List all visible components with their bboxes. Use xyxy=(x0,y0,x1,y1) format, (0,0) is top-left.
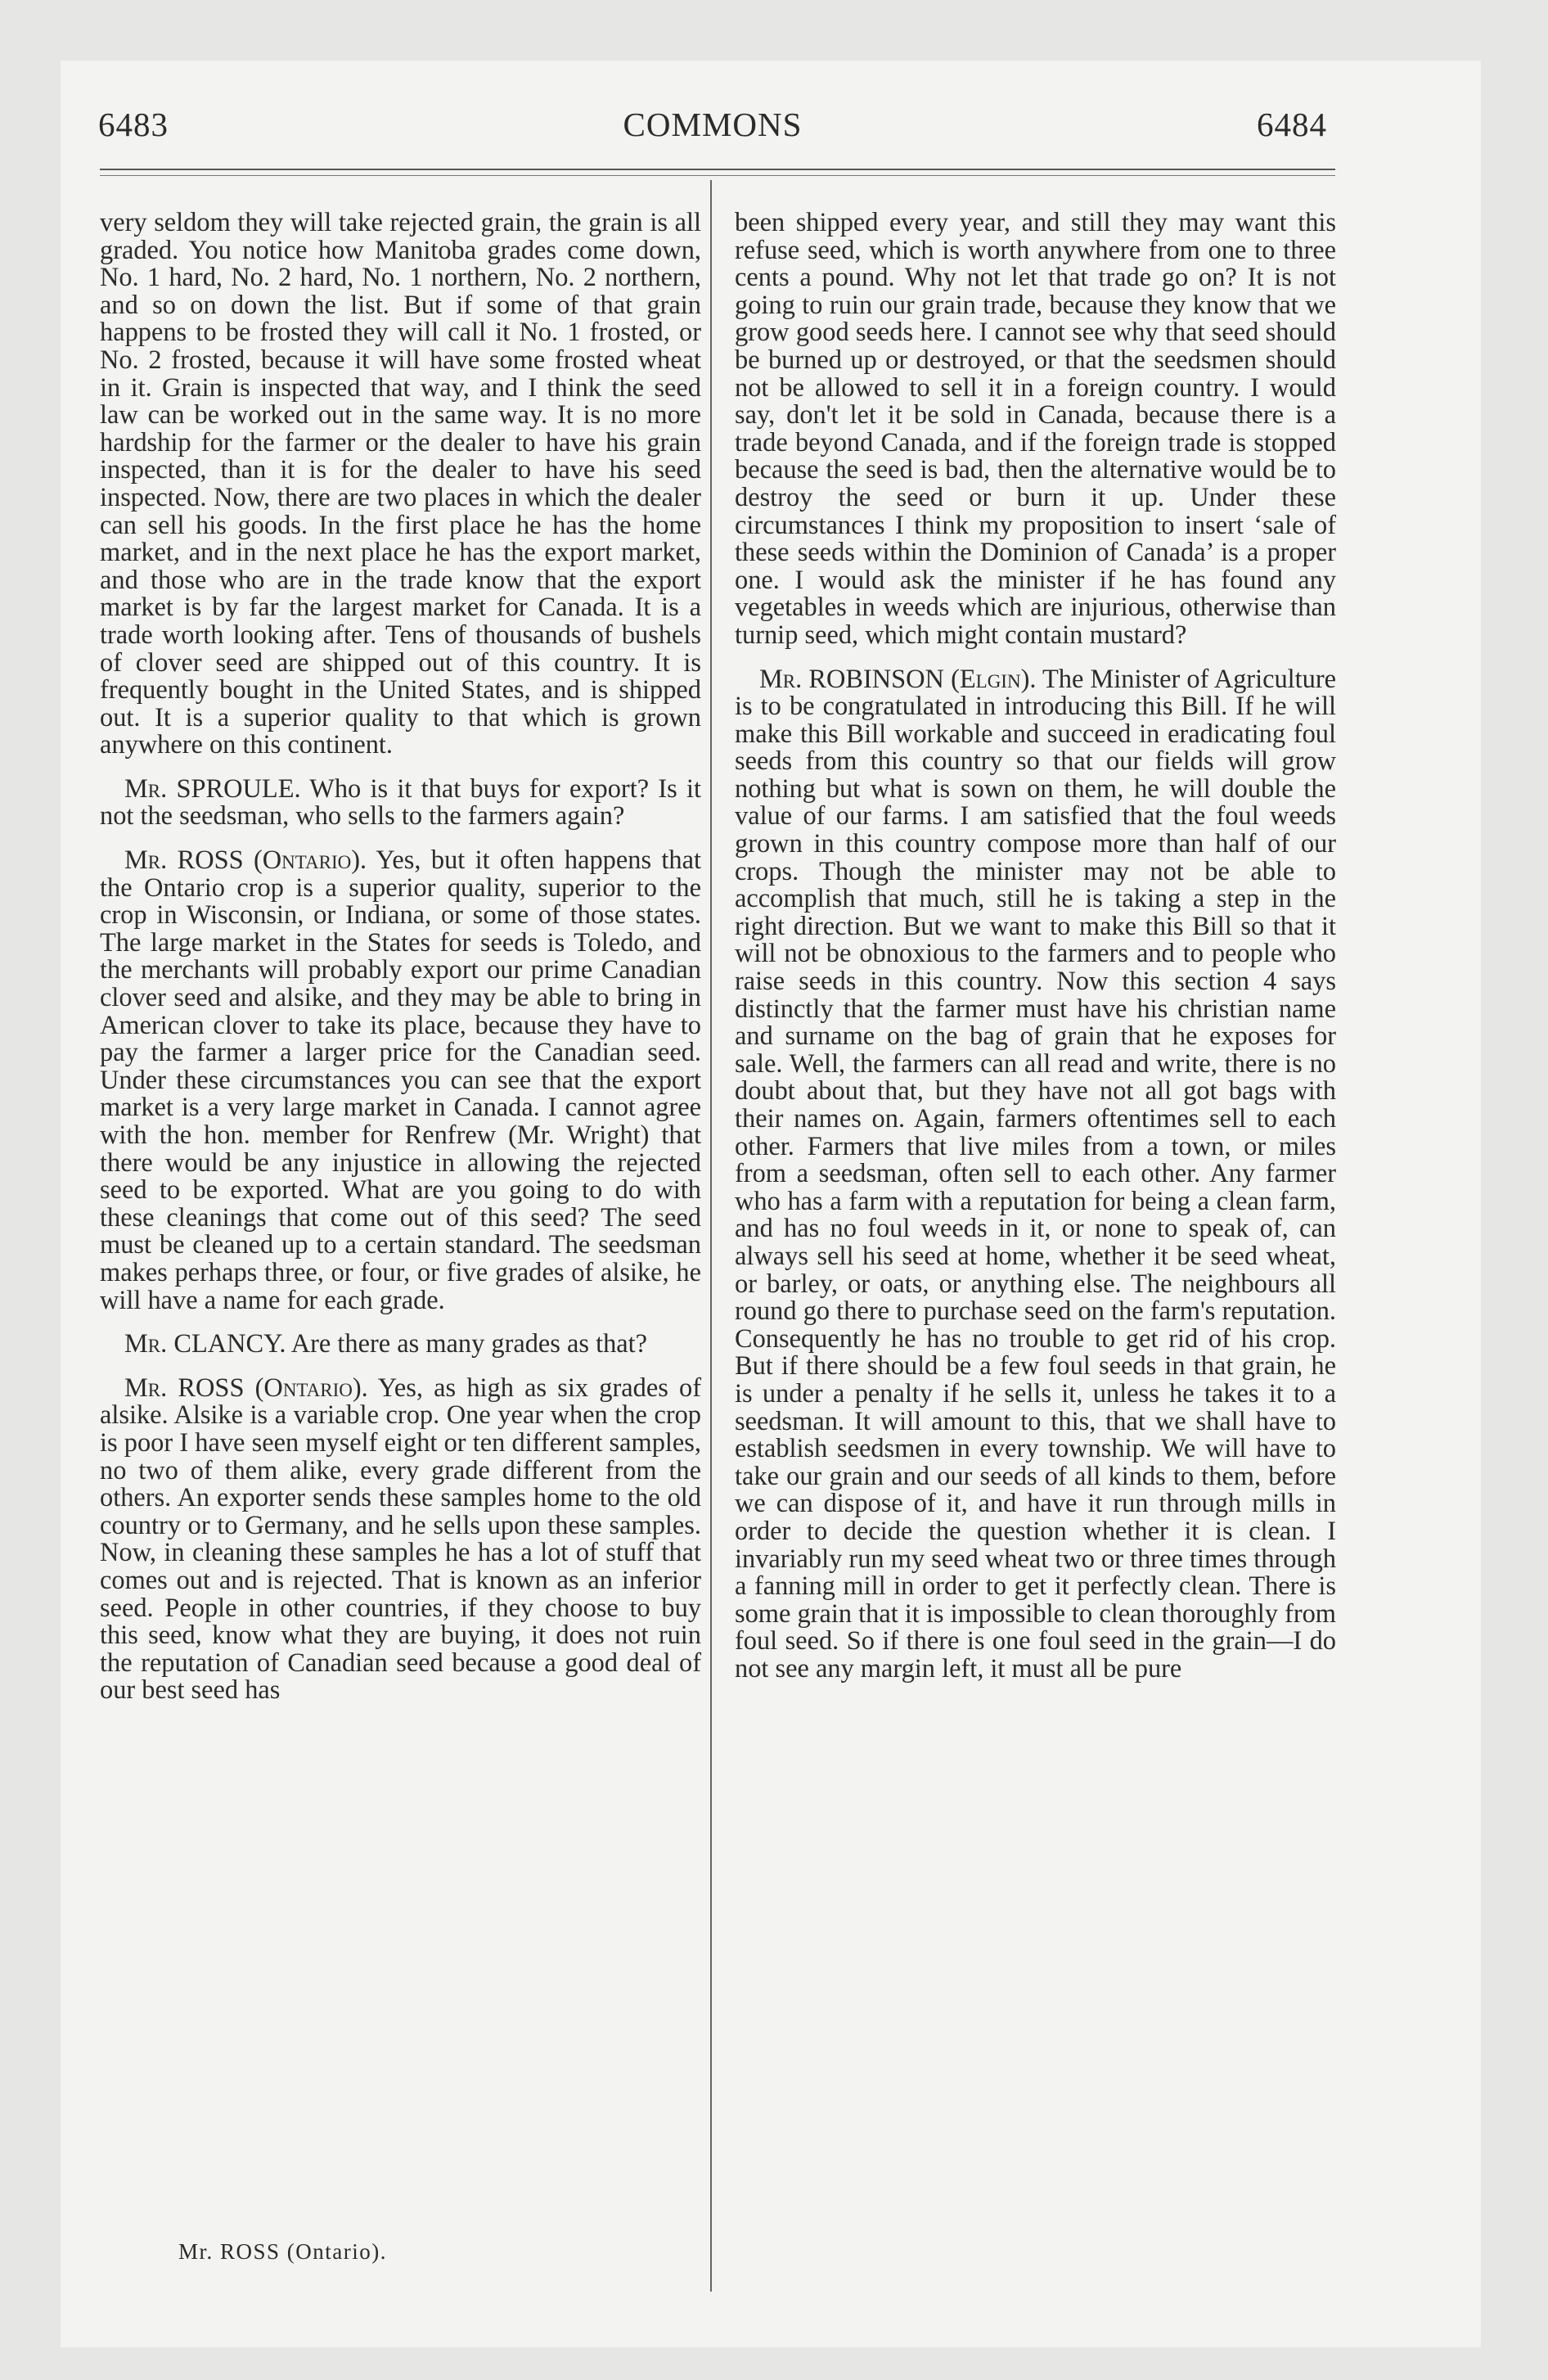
paragraph xyxy=(735,666,1336,1684)
left-column xyxy=(100,210,701,1705)
paragraph xyxy=(735,210,1336,650)
paragraph-text: very seldom they will take rejected grain, the grain is all graded. You notice how Manitoba grades come down, No. 1 hard, No. 2 hard, No. 1 northern, No. 2 northern, and so on down the list. But if some of that grain happens to be frosted they will call it No. 1 frosted, or No. 2 frosted, because it will have some frosted wheat in it. Grain is inspected that way, and I think the seed law can be worked out in the same way. It is no more hardship for the farmer or the dealer to have his grain inspected, than it is for the dealer to have his seed inspected. Now, there are two places in which the dealer can sell his goods. In the first place he has the home market, and in the next place he has the export market, and those who are in the trade know that the export market is by far the largest market for Canada. It is a trade worth looking after. Tens of thousands of bushels of clover seed are shipped out of this country. It is frequently bought in the United States, and is shipped out. It is a superior quality to that which is grown anywhere on this continent. xyxy=(100,208,701,760)
paragraph-text: Yes, but it often happens that the Ontario crop is a superior quality, superior to the crop in Wisconsin, or Indiana, or some of those states. The large market in the States for seeds is Toledo, and the merchants will probably export our prime Canadian clover seed and alsike, and they may be able to bring in American clover to take its place, because they have to pay the farmer a larger price for the Canadian seed. Under these circumstances you can see that the export market is a very large market in Canada. I cannot agree with the hon. member for Renfrew (Mr. Wright) that there would be any injustice in allowing the rejected seed to be exported. What are you going to do with these cleanings that come out of this seed? The seed must be cleaned up to a certain standard. The seedsman makes perhaps three, or four, or five grades of alsike, he will have a name for each grade. xyxy=(100,845,701,1315)
right-column xyxy=(735,210,1336,1683)
speaker-name: Mr. ROSS (Ontario). xyxy=(124,1373,368,1403)
speaker-name: Mr. ROSS (Ontario). xyxy=(124,845,367,876)
paragraph-text: Who is it that buys for export? Is it not the seedsman, who sells to the farmers again? xyxy=(100,773,702,832)
paragraph-text: The Minister of Agriculture is to be congratulated in introducing this Bill. If he will make this Bill workable and succeed in eradicating foul seeds from this country so that our fields will grow nothing but what is sown on them, he will double the value of our farms. I am satisfied that the foul weeds grown in this country compose more than half of our crops. Though the minister may not be able to accomplish that much, still he is taking a step in the right direction. But we want to make this Bill so that it will not be obnoxious to the farmers and to people who raise seeds in this country. Now this section 4 says distinctly that the farmer must have his christian name and surname on the bag of grain that he exposes for sale. Well, the farmers can all read and write, there is no doubt about that, but they have not all got bags with their names on. Again, farmers oftentimes sell to each other. Farmers that live miles from a town, or miles from a seedsman, often sell to each other. Any farmer who has a farm with a reputation for being a clean farm, and has no foul weeds in it, or none to speak of, can always sell his seed at home, whether it be seed wheat, or barley, or oats, or anything else. The neighbours all round go there to purchase seed on the farm's reputation. Consequently he has no trouble to get rid of his crop. But if there should be a few foul seeds in that grain, he is under a penalty if he sells it, unless he takes it to a seedsman. It will amount to this, that we shall have to establish seedsmen in every township. We will have to take our grain and our seeds of all kinds to them, before we can dispose of it, and have it run through mills in order to decide the question whether it is clean. I invariably run my seed wheat two or three times through a fanning mill in order to get it perfectly clean. There is some grain that it is impossible to clean thoroughly from foul seed. So if there is one foul seed in the grain—I do not see any margin left, it must all be pure xyxy=(735,664,1336,1684)
header-rule-thick xyxy=(100,169,1335,170)
paragraph xyxy=(100,1375,701,1705)
paragraph xyxy=(100,1331,701,1359)
running-title: COMMONS xyxy=(623,106,803,143)
paragraph-text: Are there as many grades as that? xyxy=(290,1329,648,1359)
catchword-footer: Mr. ROSS (Ontario). xyxy=(178,2239,388,2264)
paragraph-text: Yes, as high as six grades of alsike. Alsike is a variable crop. One year when the crop is poor I have seen myself eight or ten different samples, no two of them alike, every grade different from the others. An exporter sends these samples home to the old country or to Germany, and he sells upon these samples. Now, in cleaning these samples he has a lot of stuff that comes out and is rejected. That is known as an inferior seed. People in other countries, if they choose to buy this seed, know what they are buying, it does not ruin the reputation of Canadian seed because a good deal of our best seed has xyxy=(100,1373,701,1706)
paragraph xyxy=(100,773,702,832)
column-divider xyxy=(710,180,712,2292)
speaker-name: Mr. CLANCY. xyxy=(124,1329,286,1359)
page-header xyxy=(98,105,1327,154)
page-number-right: 6484 xyxy=(1257,106,1327,143)
page-number-left: 6483 xyxy=(98,106,169,143)
paragraph-text: been shipped every year, and still they may want this refuse seed, which is worth anywhere from one to three cents a pound. Why not let that trade go on? It is not going to ruin our grain trade, because they know that we grow good seeds here. I cannot see why that seed should be burned up or destroyed, or that the seedsmen should not be allowed to sell it in a foreign country. I would say, don't let it be sold in Canada, because there is a trade beyond Canada, and if the foreign trade is stopped because the seed is bad, then the alternative would be to destroy the seed or burn it up. Under these circumstances I think my proposition to insert ‘sale of these seeds within the Dominion of Canada’ is a proper one. I would ask the minister if he has found any vegetables in weeds which are injurious, otherwise than turnip seed, which might contain mustard? xyxy=(735,208,1336,650)
speaker-name: Mr. ROBINSON (Elgin). xyxy=(759,664,1037,694)
paragraph xyxy=(100,210,701,760)
header-rule-thin xyxy=(100,175,1335,176)
paragraph xyxy=(100,847,701,1314)
speaker-name: Mr. SPROULE. xyxy=(124,773,301,804)
